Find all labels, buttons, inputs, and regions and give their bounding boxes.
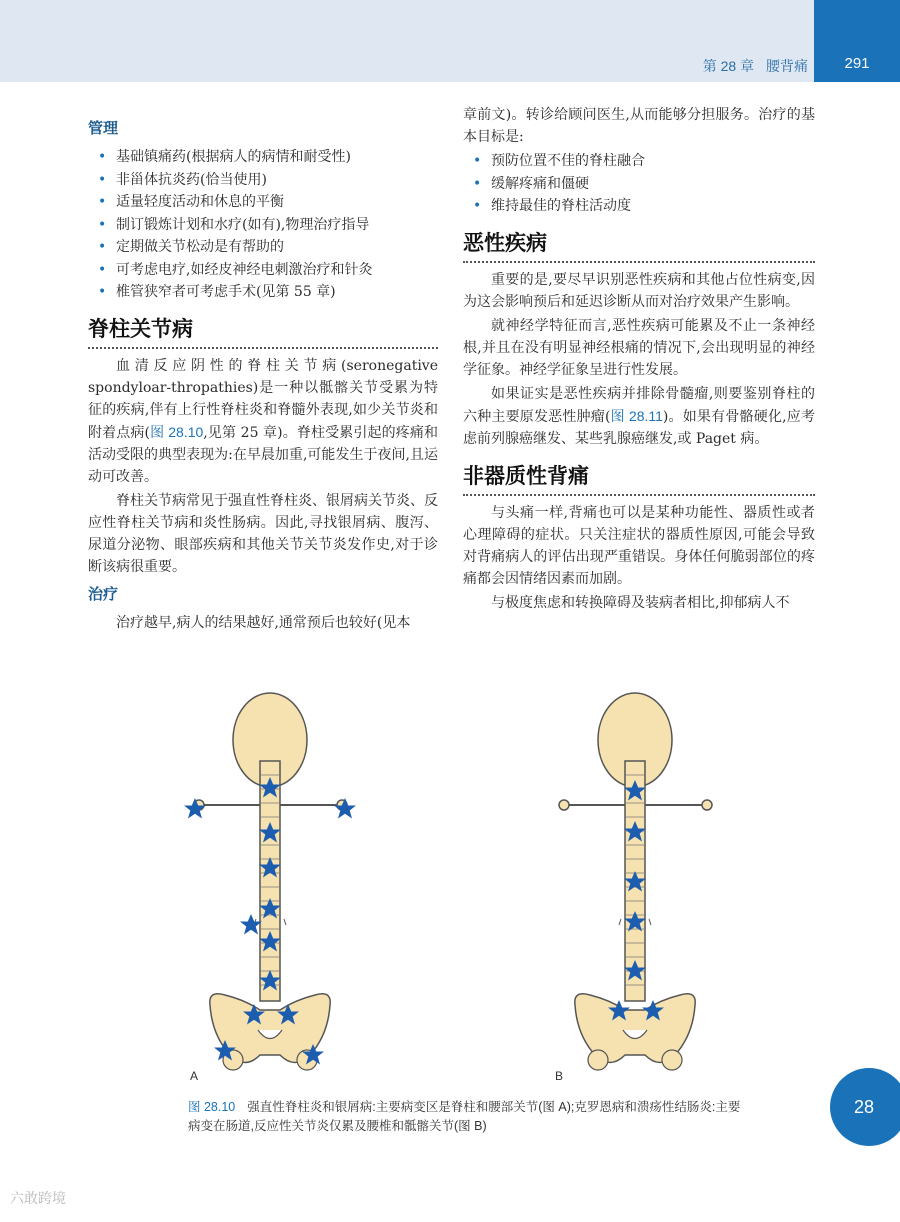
list-item: • 制订锻炼计划和水疗(如有),物理治疗指导 xyxy=(88,214,438,236)
lesion-star xyxy=(240,914,262,935)
section-title-nonorganic: 非器质性背痛 xyxy=(463,466,815,496)
skeleton-a xyxy=(184,693,356,1083)
goals-list xyxy=(463,150,815,217)
list-item: • 维持最佳的脊柱活动度 xyxy=(463,195,815,217)
paragraph: 与极度焦虑和转换障碍及装病者相比,抑郁病人不 xyxy=(491,595,790,611)
paragraph: 就神经学特征而言,恶性疾病可能累及不止一条神经根,并且在没有明显神经根痛的情况下,会出现明显的神经学征象。神经学征象呈进行性发展。 xyxy=(463,318,815,378)
list-item: • 可考虑电疗,如经皮神经电刺激治疗和针灸 xyxy=(88,259,438,281)
caption-text: 强直性脊柱炎和银屑病:主要病变区是脊柱和腰部关节(图 A);克罗恩病和溃疡性结肠炎:主要病变在肠道,反应性关节炎仅累及腰椎和骶髂关节(图 B) xyxy=(188,1100,741,1133)
list-item: • 缓解疼痛和僵硬 xyxy=(463,173,815,195)
list-item: • 预防位置不佳的脊柱融合 xyxy=(463,150,815,172)
chapter-title: 腰背痛 xyxy=(766,58,808,74)
list-item: • 基础镇痛药(根据病人的病情和耐受性) xyxy=(88,146,438,168)
figure-label-b: B xyxy=(555,1069,564,1083)
left-column xyxy=(88,112,438,636)
management-list xyxy=(88,146,438,303)
list-item: • 非甾体抗炎药(恰当使用) xyxy=(88,169,438,191)
management-heading: 管理 xyxy=(88,120,119,137)
figure-link[interactable]: 图 28.11 xyxy=(610,408,663,424)
paragraph: 脊柱关节病常见于强直性脊柱炎、银屑病关节炎、反应性脊柱关节病和炎性肠病。因此,寻找银屑病、腹泻、尿道分泌物、眼部疾病和其他关节关节炎发作史,对于诊断该病很重要。 xyxy=(88,493,438,575)
section-title-spondyloarthropathy: 脊柱关节病 xyxy=(88,319,438,349)
list-item: • 适量轻度活动和休息的平衡 xyxy=(88,191,438,213)
figure-caption xyxy=(188,1098,748,1136)
paragraph: 重要的是,要尽早识别恶性疾病和其他占位性病变,因为这会影响预后和延迟诊断从而对治疗效果产生影响。 xyxy=(463,272,815,310)
skeleton-b xyxy=(555,693,712,1083)
paragraph: 治疗越早,病人的结果越好,通常预后也较好(见本 xyxy=(116,615,411,631)
paragraph: 与头痛一样,背痛也可以是某种功能性、器质性或者心理障碍的症状。只关注症状的器质性原因,可能会导致对背痛病人的评估出现严重错误。身体任何脆弱部位的疼痛都会因情绪因素而加剧。 xyxy=(463,505,815,587)
paragraph: 血清反应阴性的脊柱关节病(seronegative spondyloar-thropathies)是一种以骶髂关节受累为特征的疾病,伴有上行性脊柱炎和脊髓外表现,如少关节炎和附着点病(图 28.10,见第 25 章)。脊柱受累引起的疼痛和活动受限的典型表现为:在早晨加重,可能发生于夜间,且运动可改善。 xyxy=(88,358,438,485)
chapter-tab: 28 xyxy=(830,1068,900,1146)
section-title-malignant: 恶性疾病 xyxy=(463,233,815,263)
figure-link[interactable]: 图 28.10 xyxy=(149,424,204,440)
list-item: • 定期做关节松动是有帮助的 xyxy=(88,236,438,258)
paragraph: 如果证实是恶性疾病并排除骨髓瘤,则要鉴别脊柱的六种主要原发恶性肿瘤(图 28.11)。如果有骨骼硬化,应考虑前列腺癌继发、某些乳腺癌继发,或 Paget 病。 xyxy=(463,386,815,447)
treatment-heading: 治疗 xyxy=(88,586,119,603)
vertebral-column xyxy=(260,761,280,1001)
running-header xyxy=(695,56,808,76)
figure-label-a: A xyxy=(190,1069,199,1083)
chapter-number: 第 28 章 xyxy=(702,58,755,74)
paragraph: 章前文)。转诊给顾问医生,从而能够分担服务。治疗的基本目标是: xyxy=(463,107,815,145)
spine-figure xyxy=(170,685,730,1085)
page-number: 291 xyxy=(814,0,900,82)
watermark: 六敢跨境 xyxy=(10,1190,66,1206)
list-item: • 椎管狭窄者可考虑手术(见第 55 章) xyxy=(88,281,438,303)
caption-label: 图 28.10 xyxy=(188,1100,236,1114)
right-column xyxy=(463,104,815,616)
